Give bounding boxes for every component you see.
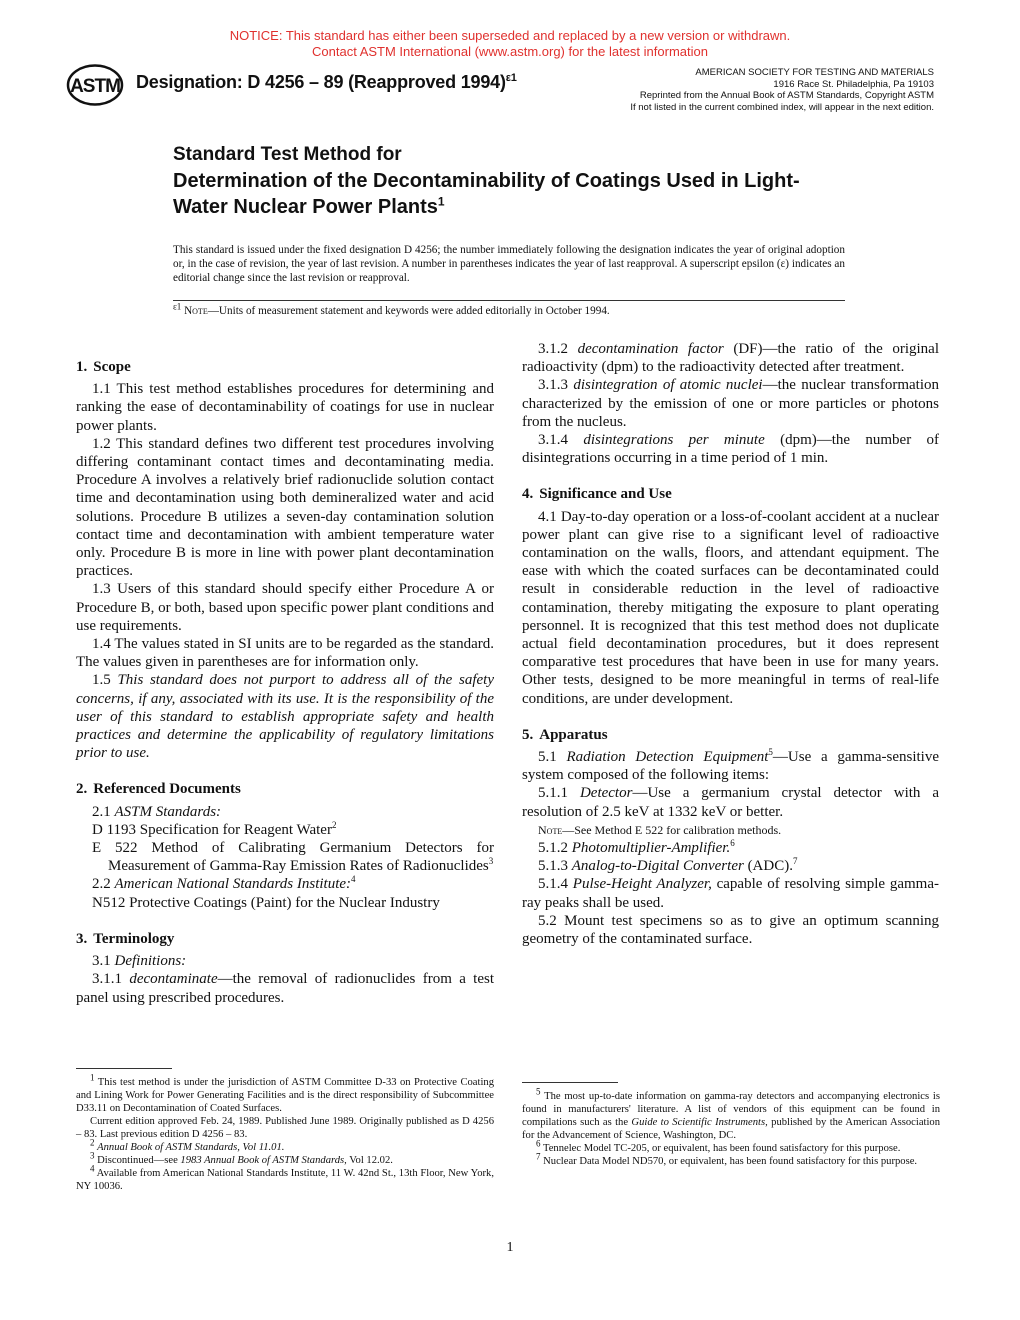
- designation-text: Designation: D 4256 – 89 (Reapproved 1994): [136, 72, 506, 92]
- section-heading: 2. Referenced Documents: [76, 781, 241, 798]
- designation-epsilon: ε1: [505, 72, 517, 84]
- left-column: [76, 358, 494, 1007]
- epsilon-note: [173, 301, 610, 317]
- paragraph: 1.3 Users of this standard should specify either Procedure A or Procedure B, or both, based upon specific power plant conditions and use requirements.: [76, 581, 494, 634]
- footnote: $^5$ The most up-to-date information on gamma-ray detectors and accompanying electronics is found in manufacturers' literature. A list of vendors of this equipment can be found in compilations such as the Guide to Scientific Instruments, published by the American Association for the Advancement of Science, Washington, DC.: [522, 1086, 941, 1141]
- paragraph: 1.5 This standard does not purport to address all of the safety concerns, if any, associated with its use. It is the responsibility of the user of this standard to establish appropriate safety and health practices and determine the applicability of regulatory limitations prior to use.: [76, 672, 495, 762]
- footnote-divider: [522, 1082, 618, 1083]
- society-line: If not listed in the current combined index, will appear in the next edition.: [630, 101, 934, 113]
- title-line-2: [173, 168, 853, 220]
- paragraph: 5.1.3 Analog-to-Digital Converter (ADC).$^7$: [538, 856, 798, 875]
- note: Note—See Method E 522 for calibration methods.: [538, 822, 782, 837]
- section-heading: 1. Scope: [76, 359, 131, 375]
- footnote: $^2$ Annual Book of ASTM Standards, Vol 11.01.: [90, 1137, 285, 1153]
- definition: 3.1.2 decontamination factor (DF)—the ratio of the original radioactivity (dpm) to the radioactivity detected after treatment.: [522, 341, 939, 376]
- svg-text:ASTM: ASTM: [70, 76, 120, 97]
- footnote: $^6$ Tennelec Model TC-205, or equivalent, has been found satisfactory for this purpose.: [536, 1138, 901, 1154]
- paragraph: 2.1 ASTM Standards:: [92, 803, 222, 820]
- definition: 3.1.1 decontaminate—the removal of radionuclides from a test panel using prescribed procedures.: [76, 971, 495, 1006]
- society-line: Reprinted from the Annual Book of ASTM Standards, Copyright ASTM: [639, 90, 934, 101]
- footnote: $^3$ Discontinued—see 1983 Annual Book of ASTM Standards, Vol 12.02.: [90, 1150, 393, 1166]
- footnote: $^7$ Nuclear Data Model ND570, or equivalent, has been found satisfactory for this purpose.: [536, 1151, 918, 1167]
- superseded-notice: [0, 28, 1020, 60]
- society-info: [534, 67, 934, 113]
- reference-item: N512 Protective Coatings (Paint) for the Nuclear Industry: [92, 894, 440, 911]
- right-column: [522, 340, 939, 948]
- page-number: 1: [506, 1240, 514, 1255]
- society-line: AMERICAN SOCIETY FOR TESTING AND MATERIALS: [695, 67, 934, 78]
- notice-line-1: NOTICE: This standard has either been superseded and replaced by a new version or withdrawn.: [229, 28, 791, 43]
- definition: 3.1.4 disintegrations per minute (dpm)—the number of disintegrations occurring in a time period of 1 min.: [522, 432, 939, 467]
- section-heading: 4. Significance and Use: [522, 486, 672, 503]
- notice-line-2: Contact ASTM International (www.astm.org) for the latest information: [312, 44, 708, 59]
- epsilon-note-text: —Units of measurement statement and keywords were added editorially in October 1994.: [207, 305, 610, 317]
- paragraph: 1.1 This test method establishes procedures for determining and ranking the ease of decontaminability of coatings for use in nuclear power plants.: [76, 381, 494, 434]
- footnotes-right: [522, 1086, 941, 1168]
- paragraph: 1.2 This standard defines two different test procedures involving differing contaminant contact times and decontaminating media. Procedure A involves a relatively brief radionuclide solution contact time and decontamination using both demineralized water and acid solutions. Procedure B utilizes a seven-day contamination solution contact time and decontamination with ambient temperature water only. Procedure B is more in line with power plant decontamination practices.: [76, 435, 494, 580]
- reference-item: D 1193 Specification for Reagent Water$^2$: [92, 819, 337, 838]
- epsilon-note-label: Note: [184, 305, 208, 317]
- paragraph: 3.1 Definitions:: [92, 953, 187, 970]
- title-main: Determination of the Decontaminability of Coatings Used in Light-Water Nuclear Power Plants: [173, 170, 800, 218]
- document-title: [173, 142, 853, 220]
- paragraph: 5.1.4 Pulse-Height Analyzer, capable of resolving simple gamma-ray peaks shall be used.: [522, 876, 939, 911]
- footnote: Current edition approved Feb. 24, 1989. Published June 1989. Originally published as D 4256 – 83. Last previous edition D 4256 – 83.: [76, 1116, 494, 1140]
- footnote: $^1$ This test method is under the jurisdiction of ASTM Committee D-33 on Protective Coating and Lining Work for Power Generating Facilities and is the direct responsibility of Subcommittee D33.11 on Decontamination of Coated Surfaces.: [76, 1072, 494, 1114]
- paragraph: 1.4 The values stated in SI units are to be regarded as the standard. The values given in parentheses are for information only.: [76, 636, 494, 671]
- paragraph: 5.1.2 Photomultiplier-Amplifier.$^6$: [538, 838, 735, 857]
- astm-logo-icon: [66, 64, 124, 106]
- footnote-divider: [76, 1068, 172, 1069]
- definition: 3.1.3 disintegration of atomic nuclei—the nuclear transformation characterized by the emission of one or more particles or photons from the nucleus.: [522, 377, 939, 430]
- section-heading: 3. Terminology: [76, 930, 175, 947]
- society-line: 1916 Race St. Philadelphia, Pa 19103: [773, 78, 934, 90]
- designation: [136, 72, 517, 93]
- paragraph: 2.2 American National Standards Institute:$^4$: [92, 874, 356, 893]
- paragraph: 5.1 Radiation Detection Equipment$^5$—Use a gamma-sensitive system composed of the following items:: [522, 747, 940, 784]
- divider: [173, 300, 845, 301]
- footnotes-left: [76, 1072, 494, 1193]
- section-heading: 5. Apparatus: [522, 726, 608, 743]
- issued-statement: This standard is issued under the fixed designation D 4256; the number immediately following the designation indicates the year of original adoption or, in the case of revision, the year of last revision. A number in parentheses indicates the year of last reapproval. A superscript epsilon (ε) indicates an editorial change since the last revision or reapproval.: [173, 244, 845, 284]
- paragraph: 5.2 Mount test specimens so as to give an optimum scanning geometry of the contaminated surface.: [522, 912, 939, 948]
- epsilon-note-mark: ε1: [173, 301, 182, 312]
- paragraph: 5.1.1 Detector—Use a germanium crystal detector with a resolution of 2.5 keV at 1332 keV or better.: [522, 785, 939, 820]
- footnote: $^4$ Available from American National Standards Institute, 11 W. 42nd St., 13th Floor, New York, NY 10036.: [76, 1163, 494, 1192]
- title-line-1: Standard Test Method for: [173, 144, 402, 165]
- title-footnote-mark: 1: [437, 194, 445, 209]
- paragraph: 4.1 Day-to-day operation or a loss-of-coolant accident at a nuclear power plant can give rise to a significant level of radioactive contamination on the walls, floors, and attendant equipment. The ease with which the coated surfaces can be decontaminated could result in considerable reduction in the level of radioactive contamination, thereby mitigating the exposure to plant operating personnel. It is recognized that this test method does not duplicate actual field decontamination procedures, but it does represent comparative test procedures that have been in use for many years. Other tests, designed to be more meaningful in terms of real-life conditions, are under development.: [522, 508, 939, 707]
- reference-item: E 522 Method of Calibrating Germanium Detectors for Measurement of Gamma-Ray Emission Rates of Radionuclides$^3$: [92, 840, 494, 875]
